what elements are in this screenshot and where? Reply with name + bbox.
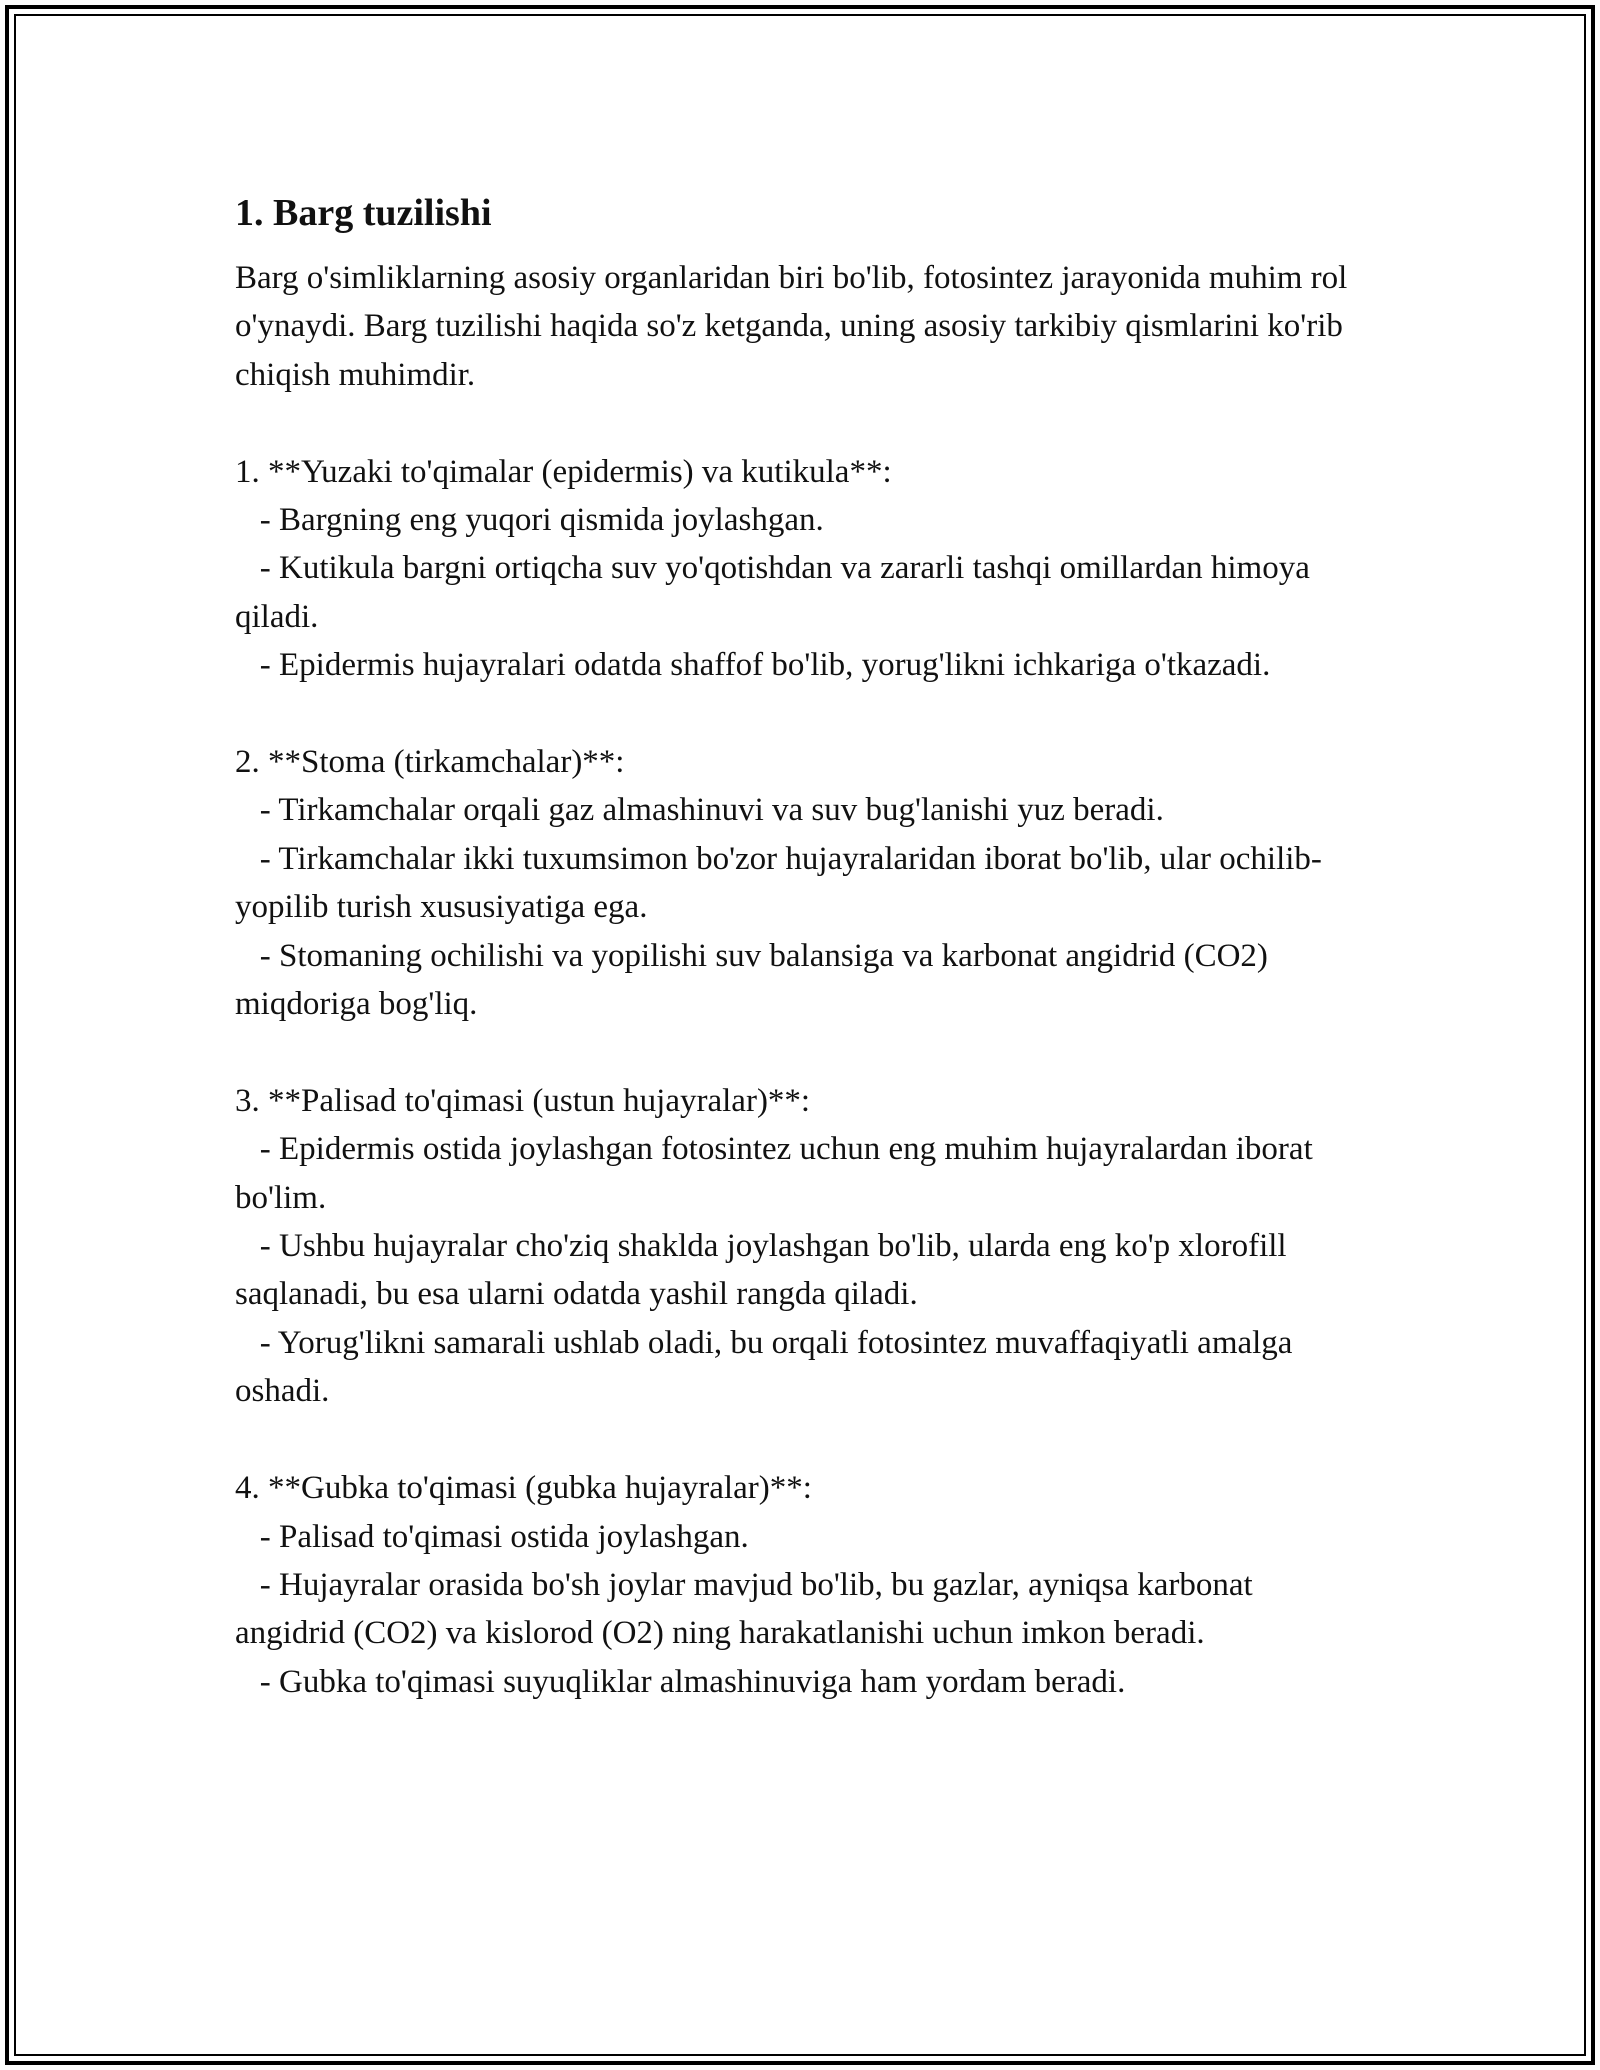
- list-item: - Palisad to'qimasi ostida joylashgan.: [235, 1518, 749, 1555]
- list-item: - Ushbu hujayralar cho'ziq shaklda joylashgan bo'lib, ularda eng ko'p xlorofill saqlanadi, bu esa ularni odatda yashil rangda qiladi.: [235, 1228, 1295, 1313]
- list-item: - Stomaning ochilishi va yopilishi suv balansiga va karbonat angidrid (CO2) miqdoriga bog'liq.: [235, 937, 1277, 1023]
- list-item: - Epidermis ostida joylashgan fotosintez uchun eng muhim hujayralardan iborat bo'lim.: [235, 1131, 1321, 1216]
- section-heading: 3. **Palisad to'qimasi (ustun hujayralar)**:: [235, 1082, 811, 1119]
- section-stoma: [235, 738, 1365, 1028]
- section-heading: 4. **Gubka to'qimasi (gubka hujayralar)**:: [235, 1470, 812, 1507]
- list-item: - Kutikula bargni ortiqcha suv yo'qotishdan va zararli tashqi omillardan himoya qiladi.: [235, 550, 1319, 635]
- list-item: - Bargning eng yuqori qismida joylashgan.: [235, 502, 824, 539]
- section-epidermis: [235, 448, 1365, 690]
- intro-paragraph: Barg o'simliklarning asosiy organlaridan biri bo'lib, fotosintez jarayonida muhim rol o'ynaydi. Barg tuzilishi haqida so'z ketganda, uning asosiy tarkibiy qismlarini ko'rib chiqish muhimdir.: [235, 260, 1356, 393]
- list-item: - Tirkamchalar orqali gaz almashinuvi va suv bug'lanishi yuz beradi.: [235, 792, 1164, 829]
- section-palisade: [235, 1077, 1365, 1416]
- list-item: - Epidermis hujayralari odatda shaffof bo'lib, yorug'likni ichkariga o'tkazadi.: [235, 647, 1271, 684]
- section-spongy: [235, 1464, 1365, 1706]
- section-heading: 1. **Yuzaki to'qimalar (epidermis) va kutikula**:: [235, 453, 892, 490]
- list-item: - Hujayralar orasida bo'sh joylar mavjud bo'lib, bu gazlar, ayniqsa karbonat angidrid (CO2) va kislorod (O2) ning harakatlanishi uchun imkon beradi.: [235, 1566, 1261, 1652]
- list-item: - Yorug'likni samarali ushlab oladi, bu orqali fotosintez muvaffaqiyatli amalga oshadi.: [235, 1324, 1301, 1410]
- list-item: - Gubka to'qimasi suyuqliklar almashinuviga ham yordam beradi.: [235, 1663, 1126, 1700]
- list-item: - Tirkamchalar ikki tuxumsimon bo'zor hujayralaridan iborat bo'lib, ular ochilib-yopilib turish xususiyatiga ega.: [235, 840, 1322, 926]
- document-title: 1. Barg tuzilishi: [235, 192, 492, 234]
- document-body: [235, 182, 1365, 1706]
- section-heading: 2. **Stoma (tirkamchalar)**:: [235, 744, 625, 781]
